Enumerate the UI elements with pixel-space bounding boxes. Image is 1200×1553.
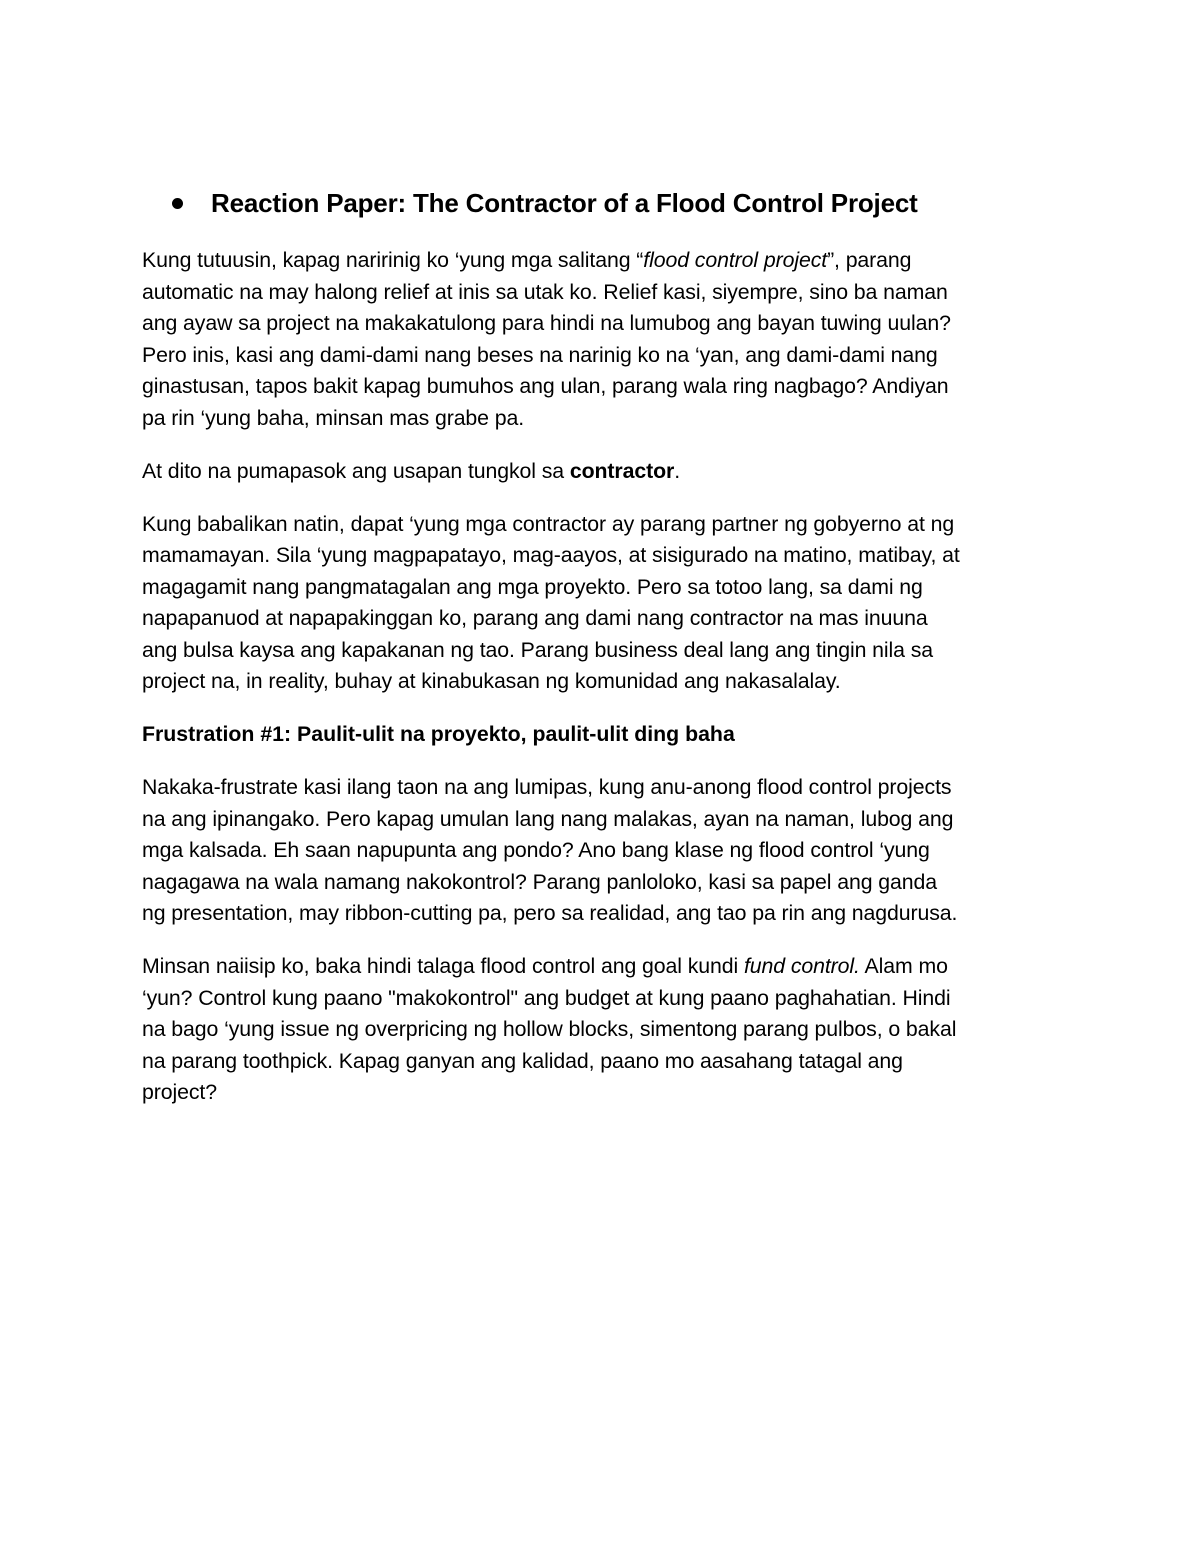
- paragraph-line: Nakaka-frustrate kasi ilang taon na ang lumipas, kung anu-anong flood control projects: [142, 775, 952, 799]
- paragraph-line: ginastusan, tapos bakit kapag bumuhos ang ulan, parang wala ring nagbago? Andiyan: [142, 374, 949, 398]
- paragraph-line: ang ayaw sa project na makakatulong para hindi na lumubog ang bayan tuwing uulan?: [142, 311, 951, 335]
- paragraph-line: Pero inis, kasi ang dami-dami nang beses na narinig ko na ‘yan, ang dami-dami nang: [142, 342, 938, 367]
- paragraph-partner: [142, 509, 1062, 698]
- paragraph-line: magagamit nang pangmatagalan ang mga proyekto. Pero sa totoo lang, sa dami ng: [142, 574, 923, 599]
- paragraph-line: na ang ipinangako. Pero kapag umulan lang nang malakas, ayan na naman, lubog ang: [142, 806, 954, 831]
- text-run: Alam mo: [859, 954, 948, 978]
- bullet-icon: [172, 198, 183, 209]
- paragraph-line: mamamayan. Sila ‘yung magpapatayo, mag-aayos, at sisigurado na matino, matibay, at: [142, 543, 960, 567]
- paragraph-line: ng presentation, may ribbon-cutting pa, pero sa realidad, ang tao pa rin ang nagdurusa.: [142, 901, 958, 925]
- paragraph-line: [142, 456, 1062, 488]
- paragraph-line: [142, 245, 1062, 277]
- paragraph-line: nagagawa na wala namang nakokontrol? Parang panloloko, kasi sa papel ang ganda: [142, 869, 937, 894]
- paragraph-line: na parang toothpick. Kapag ganyan ang kalidad, paano mo aasahang tatagal ang: [142, 1048, 903, 1073]
- text-run: Minsan naiisip ko, baka hindi talaga flood control ang goal kundi: [142, 954, 744, 978]
- paragraph-line: project na, in reality, buhay at kinabukasan ng komunidad ang nakasalalay.: [142, 669, 841, 693]
- text-run: At dito na pumapasok ang usapan tungkol sa: [142, 458, 570, 483]
- paragraph-line: ang bulsa kaysa ang kapakanan ng tao. Parang business deal lang ang tingin nila sa: [142, 637, 934, 662]
- paragraph-intro: [142, 245, 1062, 434]
- paragraph-line: mga kalsada. Eh saan napupunta ang pondo? Ano bang klase ng flood control ‘yung: [142, 838, 930, 862]
- paragraph-fund-control: [142, 951, 1062, 1109]
- italic-text: flood control project: [643, 248, 828, 272]
- text-run: ”, parang: [827, 248, 912, 272]
- paragraph-line: na bago ‘yung issue ng overpricing ng hollow blocks, simentong parang pulbos, o bakal: [142, 1017, 957, 1041]
- paragraph-line: Kung babalikan natin, dapat ‘yung mga contractor ay parang partner ng gobyerno at ng: [142, 511, 955, 536]
- paragraph-contractor: [142, 456, 1062, 488]
- paragraph-frustration: [142, 772, 1062, 930]
- paragraph-line: pa rin ‘yung baha, minsan mas grabe pa.: [142, 405, 525, 430]
- paragraph-line: napapanuod at napapakinggan ko, parang ang dami nang contractor na mas inuuna: [142, 606, 928, 630]
- paragraph-line: automatic na may halong relief at inis sa utak ko. Relief kasi, siyempre, sino ba naman: [142, 279, 948, 304]
- text-run: .: [674, 458, 681, 483]
- bold-text: contractor: [569, 458, 675, 483]
- document-body: [142, 245, 1062, 1130]
- text-run: Kung tutuusin, kapag naririnig ko ‘yung mga salitang “: [142, 248, 644, 272]
- paragraph-line: ‘yun? Control kung paano "makokontrol" ang budget at kung paano paghahatian. Hindi: [142, 985, 951, 1010]
- page-title: Reaction Paper: The Contractor of a Flood Control Project: [211, 188, 918, 218]
- paragraph-line: [142, 951, 1062, 983]
- section-heading: Frustration #1: Paulit-ulit na proyekto, paulit-ulit ding baha: [142, 722, 735, 746]
- title-row: [172, 188, 1072, 219]
- italic-text: fund control.: [743, 954, 860, 978]
- paragraph-line: project?: [142, 1080, 217, 1104]
